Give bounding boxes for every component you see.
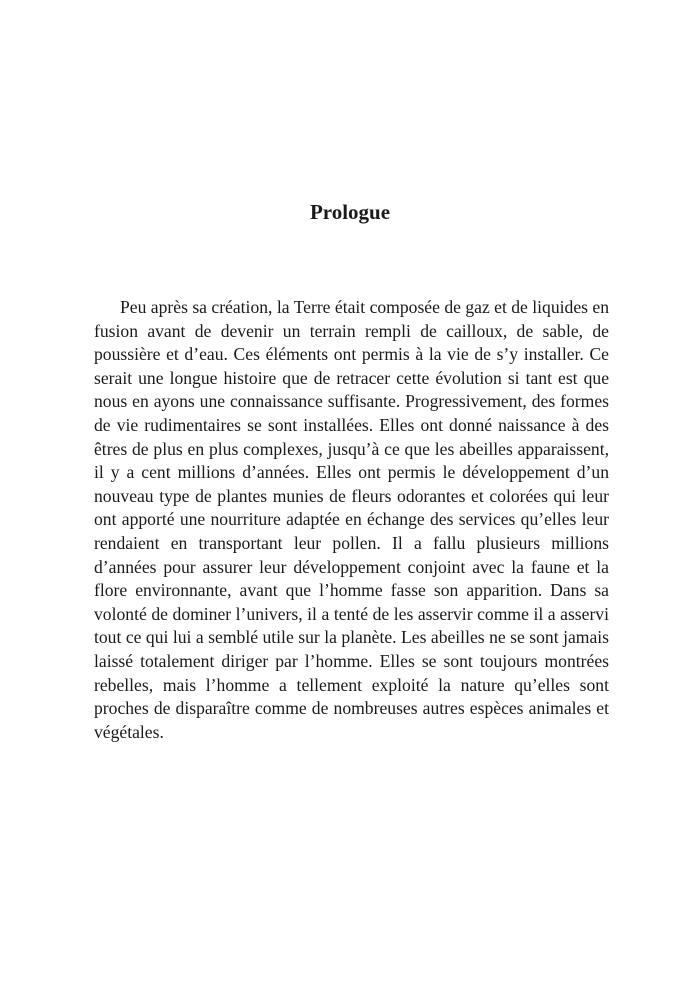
chapter-title: Prologue	[309, 200, 391, 224]
prologue-paragraph: Peu après sa création, la Terre était composée de gaz et de liquides en fusion avant de devenir un terrain rempli de cailloux, de sable, de poussière et d’eau. Ces éléments ont permis à la vie de s’y installer. Ce serait une longue histoire que de retracer cette évolution si tant est que nous en ayons une connaissance suffisante. Progressivement, des formes de vie rudimentaires se sont installées. Elles ont donné naissance à des êtres de plus en plus complexes, jusqu’à ce que les abeilles apparaissent, il y a cent millions d’années. Elles ont permis le développement d’un nouveau type de plantes munies de fleurs odorantes et colorées qui leur ont apporté une nourriture adaptée en échange des services qu’elles leur rendaient en transportant leur pollen. Il a fallu plusieurs millions d’années pour assurer leur développement conjoint avec la faune et la flore environnante, avant que l’homme fasse son apparition. Dans sa volonté de dominer l’univers, il a tenté de les asservir comme il a asservi tout ce qui lui a semblé utile sur la planète. Les abeilles ne se sont jamais laissé totalement diriger par l’homme. Elles se sont toujours montrées rebelles, mais l’homme a tellement exploité la nature qu’elles sont proches de disparaître comme de nombreuses autres espèces animales et végétales.	[94, 297, 609, 742]
